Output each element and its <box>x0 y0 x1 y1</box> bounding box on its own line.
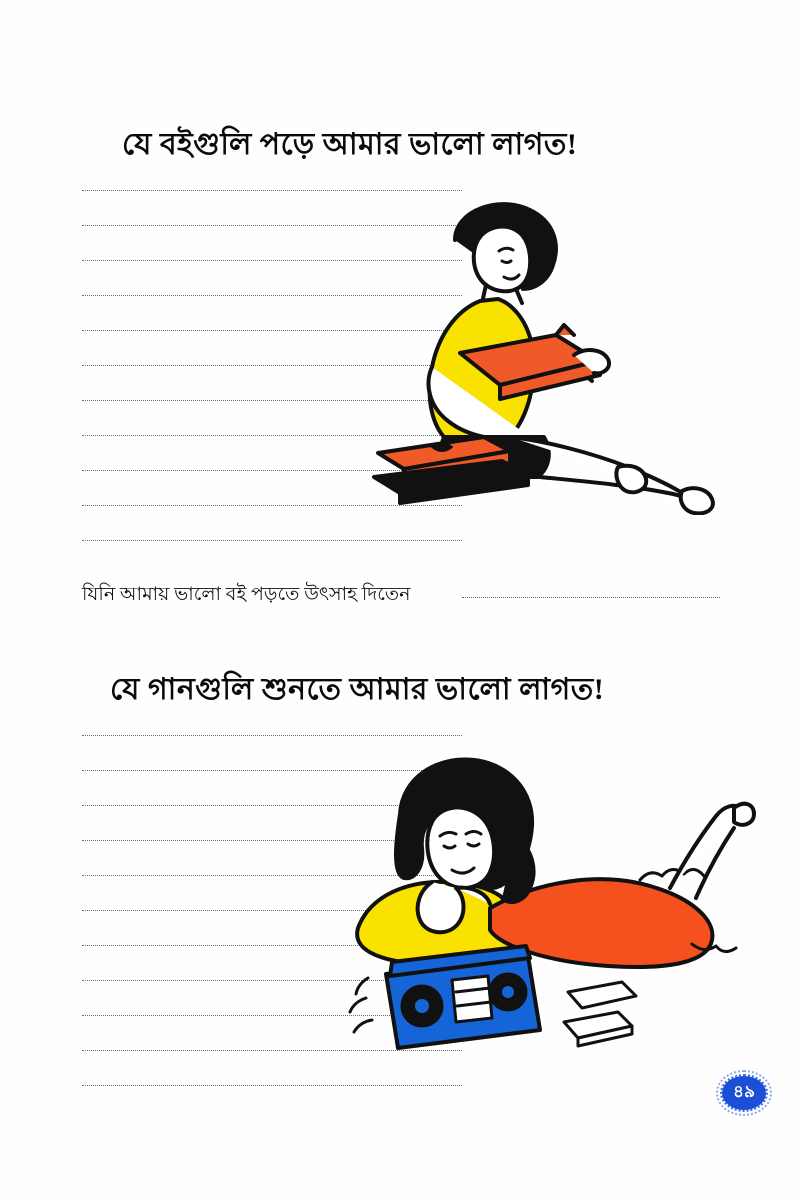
section-heading-songs: যে গানগুলি শুনতে আমার ভালো লাগত! <box>110 673 605 706</box>
writing-line[interactable] <box>82 1085 462 1086</box>
girl-reading-book-illustration <box>360 185 760 515</box>
printed-sentence-trailing-rule[interactable] <box>462 597 720 598</box>
printed-sentence: যিনি আমায় ভালো বই পড়তে উৎসাহ দিতেন <box>82 584 411 605</box>
girl-listening-radio-illustration <box>340 730 760 1060</box>
page-number-badge: ৪৯ <box>724 1078 764 1108</box>
section-heading-books: যে বইগুলি পড়ে আমার ভালো লাগত! <box>122 128 578 161</box>
writing-line[interactable] <box>82 540 462 541</box>
